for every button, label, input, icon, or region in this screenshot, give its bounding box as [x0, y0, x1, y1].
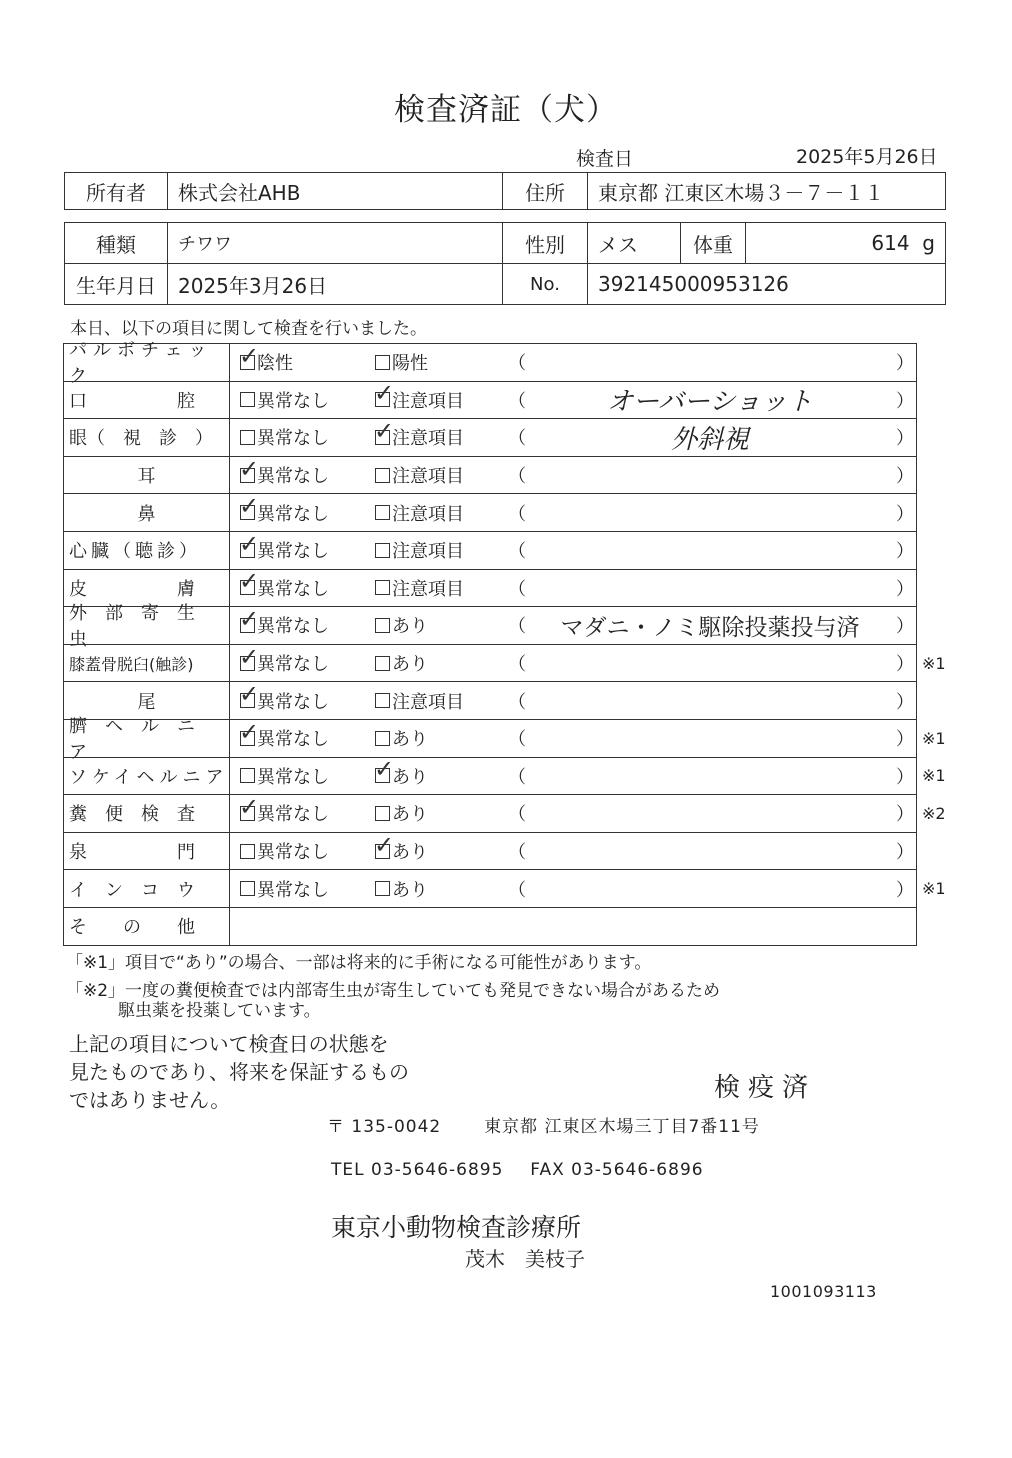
opt1	[240, 382, 329, 419]
paren-close: ）	[896, 729, 914, 751]
row-label: 臍 ヘ ル ニ ア	[64, 720, 230, 757]
row-umbilical-hernia	[64, 716, 946, 764]
footnote-2-line1: 「※2」一度の糞便検査では内部寄生虫が寄生していても発見できない場合があるため	[66, 981, 721, 1001]
row-ear	[64, 454, 916, 495]
checkbox[interactable]	[375, 731, 390, 746]
note-mark: ※1	[922, 879, 946, 899]
remark	[530, 532, 890, 569]
row-label: パルボチェック	[64, 344, 230, 381]
row-mouth	[64, 379, 916, 420]
opt2	[374, 755, 428, 795]
serial-number: 1001093113	[770, 1282, 877, 1301]
doctor-name: 茂木 美枝子	[465, 1247, 585, 1271]
row-parvo	[64, 340, 916, 388]
weight-unit: g	[922, 231, 935, 255]
checkmark-icon: ✓	[374, 830, 395, 859]
clinic-address: 東京都 江東区木場三丁目7番11号	[484, 1117, 760, 1137]
paren-close: ）	[896, 353, 914, 375]
remark	[530, 494, 890, 531]
checkbox[interactable]	[375, 355, 390, 370]
checkbox[interactable]	[375, 505, 390, 520]
row-label: 膝蓋骨脱臼(触診)	[64, 645, 230, 682]
opt1	[239, 642, 329, 682]
opt2	[375, 795, 428, 832]
paren-close: ）	[896, 879, 914, 901]
remark: マダニ・ノミ駆除投薬投与済	[560, 614, 860, 641]
checkbox[interactable]	[375, 618, 390, 633]
opt1	[240, 494, 329, 531]
checkbox-checked[interactable]	[374, 379, 395, 408]
opt2-label: 注意項目	[392, 428, 464, 450]
opt1	[240, 758, 329, 795]
checkbox[interactable]	[240, 844, 255, 859]
paren-close: ）	[896, 390, 914, 412]
address-label: 住所	[503, 173, 588, 210]
opt2-label: あり	[392, 804, 428, 826]
birth-label: 生年月日	[65, 264, 168, 305]
row-stool	[64, 792, 946, 833]
opt2-label: 注意項目	[392, 691, 464, 713]
opt1-label: 異常なし	[257, 691, 329, 713]
opt2	[375, 870, 428, 907]
checkbox[interactable]	[375, 580, 390, 595]
checkbox-checked[interactable]	[374, 416, 395, 445]
opt2-label: あり	[392, 879, 428, 901]
remark	[530, 570, 890, 607]
paren-open: （	[508, 654, 526, 676]
opt2	[374, 379, 464, 419]
remark-handwritten: 外斜視	[670, 424, 749, 455]
opt2	[375, 682, 464, 719]
note-mark: ※1	[922, 653, 946, 673]
paren-close: ）	[896, 616, 914, 638]
checkbox[interactable]	[375, 656, 390, 671]
opt1-label: 異常なし	[257, 616, 329, 638]
opt2	[374, 416, 464, 456]
row-label: そ の 他	[64, 908, 230, 945]
checkbox[interactable]	[375, 693, 390, 708]
paren-close: ）	[896, 541, 914, 563]
opt2-label: あり	[392, 616, 428, 638]
paren-open: （	[508, 691, 526, 713]
fax: FAX 03-5646-6896	[530, 1160, 704, 1180]
clinic-address-line	[327, 1112, 760, 1137]
row-label: 口 腔	[64, 382, 230, 419]
row-ectoparasite	[64, 603, 916, 651]
remark	[530, 344, 890, 381]
row-patella	[64, 642, 946, 683]
opt2	[375, 457, 464, 494]
row-label: 眼（ 視 診 ）	[64, 419, 230, 456]
checkbox[interactable]	[240, 768, 255, 783]
opt2	[375, 494, 464, 531]
breed-value: チワワ	[168, 223, 503, 264]
row-heart	[64, 529, 916, 570]
opt1-label: 異常なし	[257, 466, 329, 488]
opt1-label: 異常なし	[257, 654, 329, 676]
opt1-label: 異常なし	[257, 842, 329, 864]
opt1	[240, 419, 329, 456]
paren-close: ）	[896, 804, 914, 826]
row-label: 外 部 寄 生 虫	[64, 607, 230, 644]
row-label: 耳	[64, 457, 230, 494]
paren-open: （	[508, 541, 526, 563]
checkmark-icon: ✓	[239, 717, 260, 746]
remark	[530, 645, 890, 682]
row-label: 糞 便 検 査	[64, 795, 230, 832]
footnote-2-line2: 駆虫薬を投薬しています。	[118, 1001, 321, 1021]
quarantine-seal: 検疫済	[714, 1073, 817, 1103]
page-title: 検査済証（犬）	[394, 92, 618, 128]
opt1	[239, 454, 329, 494]
exam-date: 2025年5月26日	[796, 146, 938, 168]
opt2	[375, 344, 428, 381]
opt1	[239, 529, 329, 569]
remark	[530, 795, 890, 832]
opt1	[240, 870, 329, 907]
checkmark-icon: ✓	[374, 755, 395, 784]
opt1-label: 異常なし	[257, 879, 329, 901]
tel: TEL 03-5646-6895	[331, 1160, 504, 1180]
weight-label: 体重	[681, 223, 746, 264]
paren-open: （	[508, 503, 526, 525]
clinic-name: 東京小動物検査診療所	[331, 1213, 582, 1242]
opt1-label: 異常なし	[257, 729, 329, 751]
remark	[530, 870, 890, 907]
remark	[530, 720, 890, 757]
opt1	[239, 341, 293, 381]
row-label: 鼻	[64, 494, 230, 531]
checkmark-icon: ✓	[239, 492, 260, 521]
note-mark: ※1	[922, 766, 946, 786]
row-fontanelle	[64, 830, 916, 871]
paren-open: （	[508, 879, 526, 901]
opt1-label: 異常なし	[257, 578, 329, 600]
opt1	[240, 833, 329, 870]
checkmark-icon: ✓	[239, 604, 260, 633]
paren-open: （	[508, 842, 526, 864]
row-label: ソケイヘルニア	[64, 758, 230, 795]
paren-open: （	[508, 466, 526, 488]
owner-label: 所有者	[65, 173, 168, 210]
owner-value: 株式会社AHB	[168, 173, 503, 210]
opt2	[375, 720, 428, 757]
remark	[530, 758, 890, 795]
row-label: 皮 膚	[64, 570, 230, 607]
checkbox[interactable]	[240, 881, 255, 896]
paren-close: ）	[896, 428, 914, 450]
opt2-label: あり	[392, 654, 428, 676]
opt2	[375, 607, 428, 644]
checkmark-icon: ✓	[239, 341, 260, 370]
breed-label: 種類	[65, 223, 168, 264]
sex-label: 性別	[503, 223, 588, 264]
opt2-label: 注意項目	[392, 541, 464, 563]
owner-table	[64, 172, 946, 210]
checkbox-checked[interactable]	[239, 529, 260, 558]
birth-value: 2025年3月26日	[168, 264, 503, 305]
remark	[530, 457, 890, 494]
checkbox-checked[interactable]	[374, 755, 395, 784]
checkbox-checked[interactable]	[239, 492, 260, 521]
paren-close: ）	[896, 654, 914, 676]
checkbox-checked[interactable]	[239, 680, 260, 709]
remark-handwritten: オーバーショット	[607, 387, 813, 418]
checkmark-icon: ✓	[239, 567, 260, 596]
note-mark: ※1	[922, 728, 946, 748]
checkbox-checked[interactable]	[239, 454, 260, 483]
row-label: 泉 門	[64, 833, 230, 870]
opt2-label: 陽性	[392, 353, 428, 375]
opt2-label: あり	[392, 766, 428, 788]
paren-open: （	[508, 766, 526, 788]
checkbox[interactable]	[375, 806, 390, 821]
checkmark-icon: ✓	[374, 416, 395, 445]
checkbox[interactable]	[375, 543, 390, 558]
paren-open: （	[508, 390, 526, 412]
row-inguinal-hernia	[64, 755, 946, 796]
opt2-label: あり	[392, 842, 428, 864]
paren-close: ）	[896, 578, 914, 600]
opt2-label: 注意項目	[392, 503, 464, 525]
paren-open: （	[508, 616, 526, 638]
opt1	[239, 792, 329, 832]
row-larynx	[64, 870, 946, 908]
address-value: 東京都 江東区木場３－７－１１	[588, 173, 946, 210]
checkbox-checked[interactable]	[239, 717, 260, 746]
exam-date-label: 検査日	[576, 148, 634, 170]
row-nose	[64, 494, 916, 532]
number-label: No.	[503, 264, 588, 305]
weight-cell	[746, 223, 946, 264]
paren-close: ）	[896, 503, 914, 525]
weight-value: 614	[871, 231, 910, 255]
checkmark-icon: ✓	[239, 792, 260, 821]
paren-open: （	[508, 428, 526, 450]
paren-open: （	[508, 353, 526, 375]
checkmark-icon: ✓	[239, 680, 260, 709]
disclaimer-statement	[69, 1030, 409, 1114]
opt1-label: 異常なし	[257, 541, 329, 563]
checkbox-checked[interactable]	[239, 642, 260, 671]
checkmark-icon: ✓	[239, 529, 260, 558]
sex-value: メス	[588, 223, 681, 264]
inspection-table	[63, 340, 946, 946]
remark	[530, 682, 890, 719]
opt1-label: 異常なし	[257, 428, 329, 450]
checkbox[interactable]	[240, 392, 255, 407]
row-label: 心臓（聴診）	[64, 532, 230, 569]
paren-open: （	[508, 729, 526, 751]
note-mark: ※2	[922, 803, 946, 823]
opt2-label: 注意項目	[392, 466, 464, 488]
opt1	[239, 604, 329, 644]
paren-close: ）	[896, 691, 914, 713]
opt2	[374, 830, 428, 870]
opt1-label: 異常なし	[257, 390, 329, 412]
checkbox[interactable]	[375, 881, 390, 896]
checkbox-checked[interactable]	[374, 830, 395, 859]
checkbox-checked[interactable]	[239, 792, 260, 821]
intro-text: 本日、以下の項目に関して検査を行いました。	[70, 319, 427, 339]
opt1-label: 異常なし	[257, 766, 329, 788]
checkbox-checked[interactable]	[239, 567, 260, 596]
opt2	[375, 570, 464, 607]
paren-close: ）	[896, 466, 914, 488]
statement-line: 見たものであり、将来を保証するもの	[69, 1060, 409, 1084]
paren-close: ）	[896, 842, 914, 864]
footnote-1: 「※1」項目で“あり”の場合、一部は将来的に手術になる可能性があります。	[66, 953, 652, 973]
row-eye	[64, 416, 916, 457]
statement-line: 上記の項目について検査日の状態を	[69, 1032, 389, 1056]
contact-line	[331, 1160, 704, 1180]
row-other	[64, 908, 916, 945]
checkmark-icon: ✓	[239, 642, 260, 671]
statement-line: ではありません。	[69, 1088, 231, 1112]
opt2-label: 注意項目	[392, 578, 464, 600]
checkmark-icon: ✓	[374, 379, 395, 408]
remark	[530, 833, 890, 870]
opt1	[239, 567, 329, 607]
animal-table	[64, 222, 946, 305]
checkbox[interactable]	[240, 430, 255, 445]
checkbox-checked[interactable]	[239, 341, 260, 370]
opt1-label: 異常なし	[257, 804, 329, 826]
opt2-label: 注意項目	[392, 390, 464, 412]
opt2-label: あり	[392, 729, 428, 751]
row-label: 尾	[64, 682, 230, 719]
checkbox[interactable]	[375, 468, 390, 483]
opt1-label: 陰性	[257, 353, 293, 375]
paren-open: （	[508, 804, 526, 826]
opt2	[375, 532, 464, 569]
checkbox-checked[interactable]	[239, 604, 260, 633]
opt2	[375, 645, 428, 682]
number-value: 392145000953126	[588, 264, 946, 305]
checkmark-icon: ✓	[239, 454, 260, 483]
postal-code: 〒 135-0042	[327, 1117, 442, 1137]
opt1	[240, 682, 329, 719]
paren-open: （	[508, 578, 526, 600]
paren-close: ）	[896, 766, 914, 788]
opt1-label: 異常なし	[257, 503, 329, 525]
opt1	[239, 717, 329, 757]
row-label: イ ン コ ウ	[64, 870, 230, 907]
